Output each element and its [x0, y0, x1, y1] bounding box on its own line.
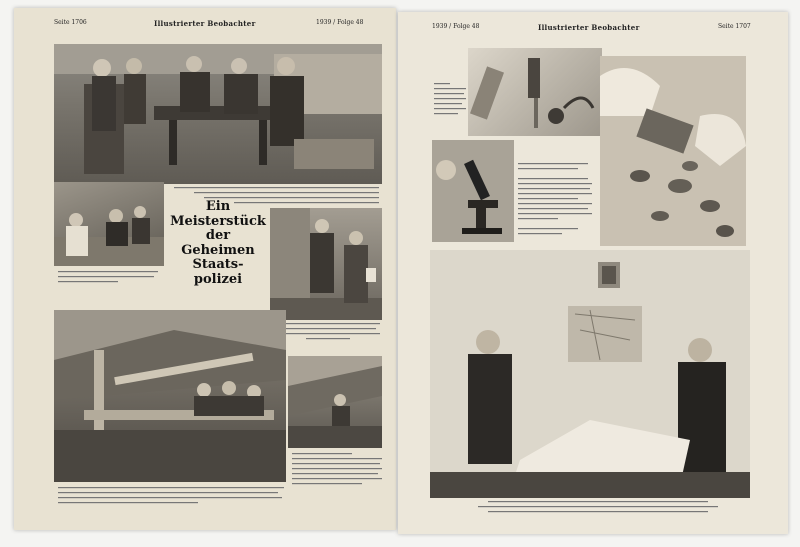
- map-meeting-caption-lines: [478, 500, 718, 518]
- left-page-header: [14, 16, 396, 30]
- meeting-photo-image: [54, 44, 382, 184]
- tools-photo: [468, 48, 602, 136]
- left-masthead: Illustrierter Beobachter: [154, 19, 256, 28]
- map-meeting-caption: [478, 500, 718, 518]
- tools-caption: [434, 82, 466, 132]
- title-line-6: polizei: [193, 271, 243, 287]
- excavation-photo-1: [54, 182, 164, 266]
- microscope-caption-lines: [518, 162, 596, 244]
- left-page-number: Seite 1706: [54, 19, 87, 26]
- investigators-caption: [276, 322, 380, 346]
- right-page: [398, 12, 788, 534]
- right-issue-label: 1939 / Folge 48: [432, 23, 480, 30]
- left-page: [14, 8, 396, 530]
- rubble-caption-lines: [58, 486, 284, 508]
- rubble-caption: [58, 486, 284, 508]
- title-line-1: Ein: [205, 199, 231, 214]
- right-page-number: Seite 1707: [718, 23, 751, 30]
- map-meeting-photo: [430, 250, 750, 498]
- title-line-3: der: [205, 228, 231, 243]
- excavation-caption-1-lines: [58, 270, 158, 284]
- investigators-photo-image: [270, 208, 382, 320]
- tools-caption-lines: [434, 82, 466, 132]
- excavation-photo-2: [288, 356, 382, 448]
- microscope-photo: [432, 140, 514, 242]
- excavation-caption-2-lines: [292, 452, 382, 508]
- title-line-2: Meisterstück: [170, 213, 266, 229]
- title-line-5: Staats-: [192, 257, 244, 272]
- rubble-photo: [54, 310, 286, 482]
- excavation-caption-2: [292, 452, 382, 508]
- investigators-photo: [270, 208, 382, 320]
- fragments-photo-image: [600, 56, 746, 246]
- tools-photo-image: [468, 48, 602, 136]
- excavation-caption-1: [58, 270, 158, 284]
- excavation-photo-2-image: [288, 356, 382, 448]
- article-title: [166, 200, 270, 310]
- fragments-photo: [600, 56, 746, 246]
- microscope-caption: [518, 162, 596, 244]
- meeting-photo: [54, 44, 382, 184]
- right-page-header: [398, 20, 788, 34]
- rubble-photo-image: [54, 310, 286, 482]
- microscope-photo-image: [432, 140, 514, 242]
- map-meeting-photo-image: [430, 250, 750, 498]
- title-line-4: Geheimen: [181, 242, 255, 258]
- left-issue-label: 1939 / Folge 48: [316, 19, 364, 26]
- right-masthead: Illustrierter Beobachter: [538, 23, 640, 32]
- excavation-photo-1-image: [54, 182, 164, 266]
- investigators-caption-lines: [276, 322, 380, 346]
